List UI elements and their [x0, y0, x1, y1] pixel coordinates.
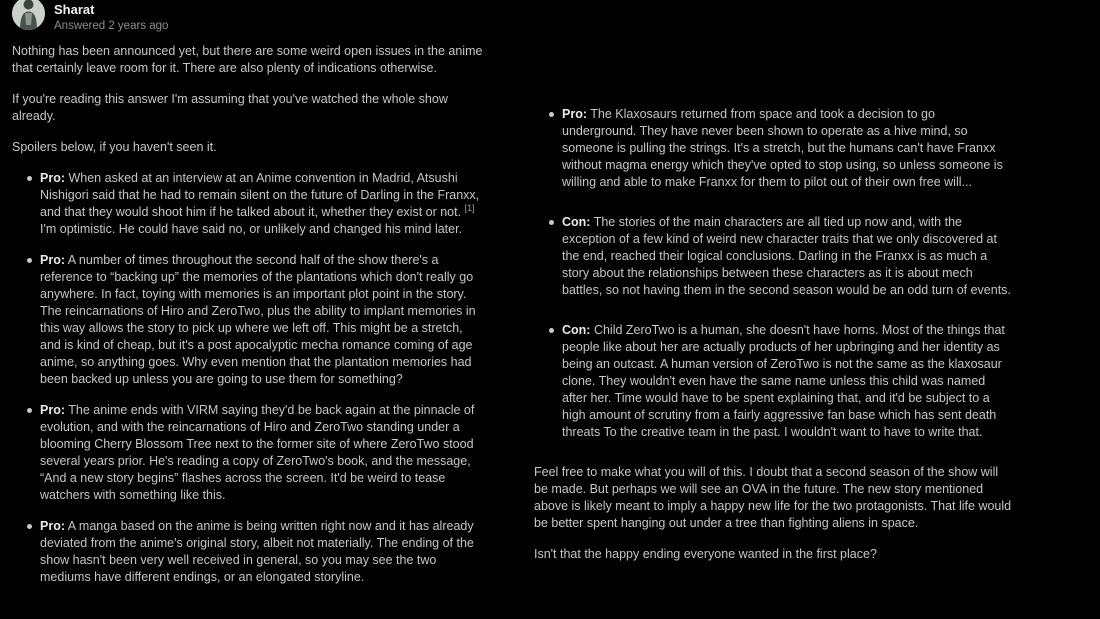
bullet-label: Con:: [562, 215, 591, 229]
outro-paragraph-1: Feel free to make what you will of this. I doubt that a second season of the show will be made. But perhaps we will see an OVA in the future. The new story mentioned above is likely meant to imply a happy new life for the two protagonists. That life would be better spent hanging out under a tree than fighting aliens in space.: [534, 465, 1012, 530]
bullet-label: Pro:: [562, 107, 587, 121]
avatar[interactable]: [12, 0, 45, 30]
bullet-text: A number of times throughout the second half of the show there's a reference to “backing up” the memories of the plantations which don't really go anywhere. In fact, toying with memories is an important plot point in the story. The reincarnations of Hiro and ZeroTwo, plus the ability to implant memories in this way allows the story to pick up where we left off. This might be a stretch, and is kind of cheap, but it's a post apocalyptic mecha romance coming of age anime, so anything goes. Why even mention that the plantation memories had been backed up unless you are going to use them for something?: [40, 253, 476, 386]
intro-paragraph-3: Spoilers below, if you haven't seen it.: [12, 140, 217, 154]
footnote-link[interactable]: [1]: [464, 202, 475, 213]
pro-con-list-right: [534, 106, 1012, 441]
right-column: [534, 0, 1012, 563]
bullet-text-after: I'm optimistic. He could have said no, or unlikely and changed his mind later.: [40, 222, 463, 236]
pro-bullet-1: [40, 170, 484, 238]
pro-list-left: [12, 170, 484, 586]
bullet-label: Pro:: [40, 519, 65, 533]
bullet-text: Child ZeroTwo is a human, she doesn't have horns. Most of the things that people like about her are actually products of her upbringing and her identity as being an outcast. A human version of ZeroTwo is not the same as the klaxosaur clone. They wouldn't even have the same name unless this child was named after her. Time would have to be spent explaining that, and it'd be subject to a high amount of scrutiny from a fairly aggressive fan base which has sent death threats To the creative team in the past. I wouldn't want to have to write that.: [562, 323, 1005, 439]
header-text: [54, 0, 168, 34]
intro-paragraph-1: Nothing has been announced yet, but there are some weird open issues in the anime that certainly leave room for it. There are also plenty of indications otherwise.: [12, 44, 483, 75]
bullet-label: Pro:: [40, 253, 65, 267]
bullet-label: Pro:: [40, 403, 65, 417]
con-bullet-2: [562, 322, 1012, 441]
bullet-label: Pro:: [40, 171, 65, 185]
bullet-text: When asked at an interview at an Anime convention in Madrid, Atsushi Nishigori said that he had to remain silent on the future of Darling in the Franxx, and that they would shoot him if he talked about it, whether they exist or not.: [40, 171, 480, 219]
pro-bullet-2: [40, 252, 484, 388]
answer-header: [12, 0, 484, 34]
intro-paragraph-2: If you're reading this answer I'm assuming that you've watched the whole show already.: [12, 92, 448, 123]
left-column: [12, 0, 484, 600]
pro-bullet-5: [562, 106, 1012, 191]
bullet-label: Con:: [562, 323, 591, 337]
bullet-text: A manga based on the anime is being written right now and it has already deviated from the anime's original story, albeit not materially. The ending of the show hasn't been very well received in general, so you may see the two mediums have different endings, or an elongated storyline.: [40, 519, 474, 584]
bullet-text: The stories of the main characters are all tied up now and, with the exception of a few kind of weird new character traits that we only discovered at the end, reached their logical conclusions. Darling in the Franxx is as much a story about the relationships between these characters as it is about mech battles, so not having them in the second season would be an odd turn of events.: [562, 215, 1011, 297]
person-avatar-icon: [12, 0, 45, 30]
pro-bullet-3: [40, 402, 484, 504]
answer-timestamp: Answered 2 years ago: [54, 20, 169, 32]
outro-paragraph-2: Isn't that the happy ending everyone wanted in the first place?: [534, 547, 877, 561]
bullet-text: The Klaxosaurs returned from space and took a decision to go underground. They have never been shown to operate as a hive mind, so someone is pulling the strings. It's a stretch, but the humans can't have Franxx without magma energy which they've opted to stop using, so unless someone is willing and able to make Franxx for them to pilot out of their own free will...: [562, 107, 1003, 189]
author-name[interactable]: Sharat: [54, 2, 95, 17]
con-bullet-1: [562, 214, 1012, 299]
pro-bullet-4: [40, 518, 484, 586]
bullet-text: The anime ends with VIRM saying they'd be back again at the pinnacle of evolution, and with the reincarnations of Hiro and ZeroTwo standing under a blooming Cherry Blossom Tree next to the former site of where ZeroTwo stood several years prior. He's reading a copy of ZeroTwo's book, and the message, “And a new story begins” flashes across the screen. It'd be weird to tease watchers with something like this.: [40, 403, 475, 502]
